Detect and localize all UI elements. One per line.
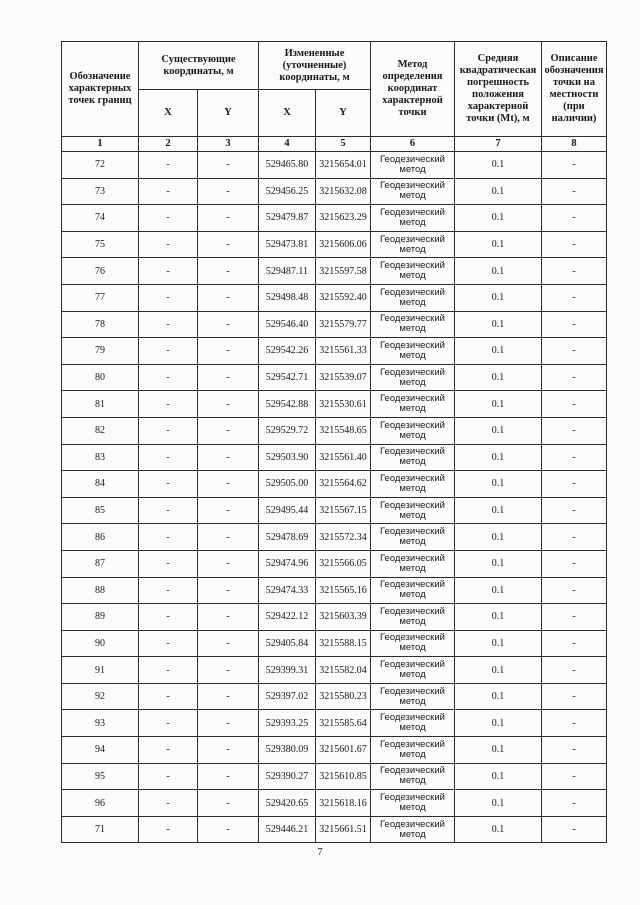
method-cell: Геодезический метод [371, 763, 455, 790]
table-row [62, 550, 607, 577]
method-cell: Геодезический метод [371, 737, 455, 764]
point-cell: 96 [62, 790, 139, 817]
method-cell: Геодезический метод [371, 231, 455, 258]
existing-y-cell: - [198, 284, 259, 311]
y-coordinate-cell: 3215606.06 [316, 231, 371, 258]
description-cell: - [542, 737, 607, 764]
y-coordinate-cell: 3215603.39 [316, 604, 371, 631]
description-cell: - [542, 630, 607, 657]
description-cell: - [542, 790, 607, 817]
description-cell: - [542, 311, 607, 338]
existing-y-cell: - [198, 391, 259, 418]
error-cell: 0.1 [455, 417, 542, 444]
existing-x-cell: - [139, 338, 198, 365]
existing-y-cell: - [198, 152, 259, 179]
point-cell: 83 [62, 444, 139, 471]
description-cell: - [542, 258, 607, 285]
existing-x-cell: - [139, 737, 198, 764]
method-cell: Геодезический метод [371, 444, 455, 471]
error-cell: 0.1 [455, 710, 542, 737]
header-row-column-numbers [62, 137, 607, 152]
table-row [62, 284, 607, 311]
error-cell: 0.1 [455, 364, 542, 391]
point-cell: 94 [62, 737, 139, 764]
description-cell: - [542, 710, 607, 737]
existing-x-cell: - [139, 258, 198, 285]
column-number: 2 [139, 137, 198, 152]
header-existing-y: Y [198, 90, 259, 137]
point-cell: 82 [62, 417, 139, 444]
existing-x-cell: - [139, 417, 198, 444]
description-cell: - [542, 417, 607, 444]
y-coordinate-cell: 3215661.51 [316, 816, 371, 843]
x-coordinate-cell: 529380.09 [259, 737, 316, 764]
header-row-top [62, 42, 607, 90]
existing-y-cell: - [198, 417, 259, 444]
method-cell: Геодезический метод [371, 790, 455, 817]
point-cell: 72 [62, 152, 139, 179]
existing-x-cell: - [139, 284, 198, 311]
x-coordinate-cell: 529456.25 [259, 178, 316, 205]
description-cell: - [542, 657, 607, 684]
method-cell: Геодезический метод [371, 364, 455, 391]
error-cell: 0.1 [455, 550, 542, 577]
error-cell: 0.1 [455, 683, 542, 710]
method-cell: Геодезический метод [371, 497, 455, 524]
point-cell: 89 [62, 604, 139, 631]
existing-x-cell: - [139, 364, 198, 391]
y-coordinate-cell: 3215564.62 [316, 471, 371, 498]
method-cell: Геодезический метод [371, 417, 455, 444]
description-cell: - [542, 550, 607, 577]
x-coordinate-cell: 529446.21 [259, 816, 316, 843]
description-cell: - [542, 178, 607, 205]
y-coordinate-cell: 3215548.65 [316, 417, 371, 444]
existing-y-cell: - [198, 550, 259, 577]
error-cell: 0.1 [455, 763, 542, 790]
y-coordinate-cell: 3215572.34 [316, 524, 371, 551]
y-coordinate-cell: 3215610.85 [316, 763, 371, 790]
table-row [62, 790, 607, 817]
point-cell: 87 [62, 550, 139, 577]
table-row [62, 471, 607, 498]
error-cell: 0.1 [455, 391, 542, 418]
table-row [62, 816, 607, 843]
table-row [62, 577, 607, 604]
error-cell: 0.1 [455, 338, 542, 365]
existing-y-cell: - [198, 790, 259, 817]
point-cell: 95 [62, 763, 139, 790]
x-coordinate-cell: 529542.71 [259, 364, 316, 391]
header-changed-y: Y [316, 90, 371, 137]
method-cell: Геодезический метод [371, 471, 455, 498]
description-cell: - [542, 683, 607, 710]
existing-x-cell: - [139, 178, 198, 205]
existing-y-cell: - [198, 497, 259, 524]
error-cell: 0.1 [455, 205, 542, 232]
x-coordinate-cell: 529473.81 [259, 231, 316, 258]
existing-y-cell: - [198, 178, 259, 205]
description-cell: - [542, 338, 607, 365]
point-cell: 81 [62, 391, 139, 418]
description-cell: - [542, 497, 607, 524]
x-coordinate-cell: 529420.65 [259, 790, 316, 817]
table-row [62, 178, 607, 205]
y-coordinate-cell: 3215530.61 [316, 391, 371, 418]
table-row [62, 497, 607, 524]
column-number: 6 [371, 137, 455, 152]
description-cell: - [542, 444, 607, 471]
existing-x-cell: - [139, 604, 198, 631]
column-number: 1 [62, 137, 139, 152]
error-cell: 0.1 [455, 231, 542, 258]
method-cell: Геодезический метод [371, 604, 455, 631]
point-cell: 79 [62, 338, 139, 365]
error-cell: 0.1 [455, 630, 542, 657]
x-coordinate-cell: 529422.12 [259, 604, 316, 631]
description-cell: - [542, 364, 607, 391]
error-cell: 0.1 [455, 816, 542, 843]
table-row [62, 630, 607, 657]
existing-y-cell: - [198, 710, 259, 737]
existing-x-cell: - [139, 311, 198, 338]
x-coordinate-cell: 529542.26 [259, 338, 316, 365]
error-cell: 0.1 [455, 657, 542, 684]
header-existing-coordinates: Существующие координаты, м [139, 42, 259, 90]
description-cell: - [542, 391, 607, 418]
y-coordinate-cell: 3215561.33 [316, 338, 371, 365]
method-cell: Геодезический метод [371, 710, 455, 737]
existing-x-cell: - [139, 205, 198, 232]
method-cell: Геодезический метод [371, 524, 455, 551]
error-cell: 0.1 [455, 258, 542, 285]
existing-x-cell: - [139, 630, 198, 657]
existing-y-cell: - [198, 471, 259, 498]
point-cell: 77 [62, 284, 139, 311]
error-cell: 0.1 [455, 790, 542, 817]
point-cell: 71 [62, 816, 139, 843]
point-cell: 93 [62, 710, 139, 737]
method-cell: Геодезический метод [371, 550, 455, 577]
table-row [62, 524, 607, 551]
existing-y-cell: - [198, 231, 259, 258]
y-coordinate-cell: 3215597.58 [316, 258, 371, 285]
error-cell: 0.1 [455, 524, 542, 551]
x-coordinate-cell: 529474.33 [259, 577, 316, 604]
description-cell: - [542, 471, 607, 498]
existing-y-cell: - [198, 816, 259, 843]
point-cell: 75 [62, 231, 139, 258]
error-cell: 0.1 [455, 497, 542, 524]
table-row [62, 763, 607, 790]
x-coordinate-cell: 529546.40 [259, 311, 316, 338]
y-coordinate-cell: 3215566.05 [316, 550, 371, 577]
x-coordinate-cell: 529487.11 [259, 258, 316, 285]
x-coordinate-cell: 529478.69 [259, 524, 316, 551]
table-row [62, 152, 607, 179]
header-point-designation: Обозначение характерных точек границ [62, 42, 139, 137]
point-cell: 78 [62, 311, 139, 338]
error-cell: 0.1 [455, 471, 542, 498]
point-cell: 92 [62, 683, 139, 710]
x-coordinate-cell: 529498.48 [259, 284, 316, 311]
point-cell: 86 [62, 524, 139, 551]
x-coordinate-cell: 529503.90 [259, 444, 316, 471]
column-number: 8 [542, 137, 607, 152]
existing-x-cell: - [139, 763, 198, 790]
y-coordinate-cell: 3215585.64 [316, 710, 371, 737]
point-cell: 91 [62, 657, 139, 684]
method-cell: Геодезический метод [371, 178, 455, 205]
x-coordinate-cell: 529529.72 [259, 417, 316, 444]
existing-x-cell: - [139, 683, 198, 710]
error-cell: 0.1 [455, 737, 542, 764]
method-cell: Геодезический метод [371, 683, 455, 710]
method-cell: Геодезический метод [371, 577, 455, 604]
existing-y-cell: - [198, 577, 259, 604]
y-coordinate-cell: 3215654.01 [316, 152, 371, 179]
header-changed-x: X [259, 90, 316, 137]
table-row [62, 444, 607, 471]
description-cell: - [542, 524, 607, 551]
header-error: Средняя квадратическая погрешность положения характерной точки (Mt), м [455, 42, 542, 137]
method-cell: Геодезический метод [371, 284, 455, 311]
existing-y-cell: - [198, 338, 259, 365]
error-cell: 0.1 [455, 577, 542, 604]
x-coordinate-cell: 529390.27 [259, 763, 316, 790]
method-cell: Геодезический метод [371, 657, 455, 684]
table-row [62, 311, 607, 338]
existing-y-cell: - [198, 604, 259, 631]
existing-x-cell: - [139, 497, 198, 524]
existing-x-cell: - [139, 816, 198, 843]
y-coordinate-cell: 3215588.15 [316, 630, 371, 657]
table-row [62, 338, 607, 365]
existing-x-cell: - [139, 524, 198, 551]
existing-y-cell: - [198, 683, 259, 710]
header-method: Метод определения координат характерной точки [371, 42, 455, 137]
existing-y-cell: - [198, 657, 259, 684]
method-cell: Геодезический метод [371, 338, 455, 365]
point-cell: 90 [62, 630, 139, 657]
existing-x-cell: - [139, 710, 198, 737]
x-coordinate-cell: 529542.88 [259, 391, 316, 418]
existing-y-cell: - [198, 630, 259, 657]
method-cell: Геодезический метод [371, 816, 455, 843]
point-cell: 73 [62, 178, 139, 205]
description-cell: - [542, 231, 607, 258]
x-coordinate-cell: 529465.80 [259, 152, 316, 179]
method-cell: Геодезический метод [371, 152, 455, 179]
point-cell: 80 [62, 364, 139, 391]
description-cell: - [542, 284, 607, 311]
existing-x-cell: - [139, 790, 198, 817]
y-coordinate-cell: 3215565.16 [316, 577, 371, 604]
table-row [62, 258, 607, 285]
existing-x-cell: - [139, 657, 198, 684]
method-cell: Геодезический метод [371, 391, 455, 418]
existing-y-cell: - [198, 311, 259, 338]
y-coordinate-cell: 3215582.04 [316, 657, 371, 684]
description-cell: - [542, 205, 607, 232]
existing-y-cell: - [198, 737, 259, 764]
point-cell: 76 [62, 258, 139, 285]
table-row [62, 364, 607, 391]
point-cell: 88 [62, 577, 139, 604]
description-cell: - [542, 763, 607, 790]
existing-y-cell: - [198, 524, 259, 551]
error-cell: 0.1 [455, 444, 542, 471]
column-number: 4 [259, 137, 316, 152]
existing-y-cell: - [198, 364, 259, 391]
column-number: 3 [198, 137, 259, 152]
method-cell: Геодезический метод [371, 205, 455, 232]
header-description: Описание обозначения точки на местности (при наличии) [542, 42, 607, 137]
header-changed-coordinates: Измененные (уточненные) координаты, м [259, 42, 371, 90]
y-coordinate-cell: 3215601.67 [316, 737, 371, 764]
error-cell: 0.1 [455, 604, 542, 631]
x-coordinate-cell: 529505.00 [259, 471, 316, 498]
y-coordinate-cell: 3215579.77 [316, 311, 371, 338]
description-cell: - [542, 152, 607, 179]
x-coordinate-cell: 529399.31 [259, 657, 316, 684]
point-cell: 74 [62, 205, 139, 232]
description-cell: - [542, 577, 607, 604]
error-cell: 0.1 [455, 178, 542, 205]
page-number: 7 [317, 846, 323, 858]
method-cell: Геодезический метод [371, 258, 455, 285]
existing-y-cell: - [198, 444, 259, 471]
table-row [62, 604, 607, 631]
existing-x-cell: - [139, 550, 198, 577]
y-coordinate-cell: 3215618.16 [316, 790, 371, 817]
x-coordinate-cell: 529405.84 [259, 630, 316, 657]
existing-x-cell: - [139, 577, 198, 604]
header-existing-x: X [139, 90, 198, 137]
point-cell: 84 [62, 471, 139, 498]
existing-x-cell: - [139, 231, 198, 258]
existing-y-cell: - [198, 763, 259, 790]
table-row [62, 205, 607, 232]
column-number: 5 [316, 137, 371, 152]
y-coordinate-cell: 3215561.40 [316, 444, 371, 471]
table-body [62, 152, 607, 843]
y-coordinate-cell: 3215567.15 [316, 497, 371, 524]
existing-x-cell: - [139, 471, 198, 498]
error-cell: 0.1 [455, 284, 542, 311]
y-coordinate-cell: 3215580.23 [316, 683, 371, 710]
y-coordinate-cell: 3215623.29 [316, 205, 371, 232]
x-coordinate-cell: 529479.87 [259, 205, 316, 232]
description-cell: - [542, 816, 607, 843]
y-coordinate-cell: 3215539.07 [316, 364, 371, 391]
table-row [62, 683, 607, 710]
table-row [62, 657, 607, 684]
x-coordinate-cell: 529495.44 [259, 497, 316, 524]
existing-x-cell: - [139, 444, 198, 471]
error-cell: 0.1 [455, 152, 542, 179]
y-coordinate-cell: 3215592.40 [316, 284, 371, 311]
existing-y-cell: - [198, 205, 259, 232]
x-coordinate-cell: 529474.96 [259, 550, 316, 577]
method-cell: Геодезический метод [371, 311, 455, 338]
existing-x-cell: - [139, 391, 198, 418]
coordinates-table [61, 41, 607, 843]
existing-y-cell: - [198, 258, 259, 285]
point-cell: 85 [62, 497, 139, 524]
table-row [62, 710, 607, 737]
table-row [62, 391, 607, 418]
method-cell: Геодезический метод [371, 630, 455, 657]
column-number: 7 [455, 137, 542, 152]
description-cell: - [542, 604, 607, 631]
table-row [62, 417, 607, 444]
existing-x-cell: - [139, 152, 198, 179]
table-row [62, 737, 607, 764]
error-cell: 0.1 [455, 311, 542, 338]
table-row [62, 231, 607, 258]
x-coordinate-cell: 529393.25 [259, 710, 316, 737]
y-coordinate-cell: 3215632.08 [316, 178, 371, 205]
x-coordinate-cell: 529397.02 [259, 683, 316, 710]
